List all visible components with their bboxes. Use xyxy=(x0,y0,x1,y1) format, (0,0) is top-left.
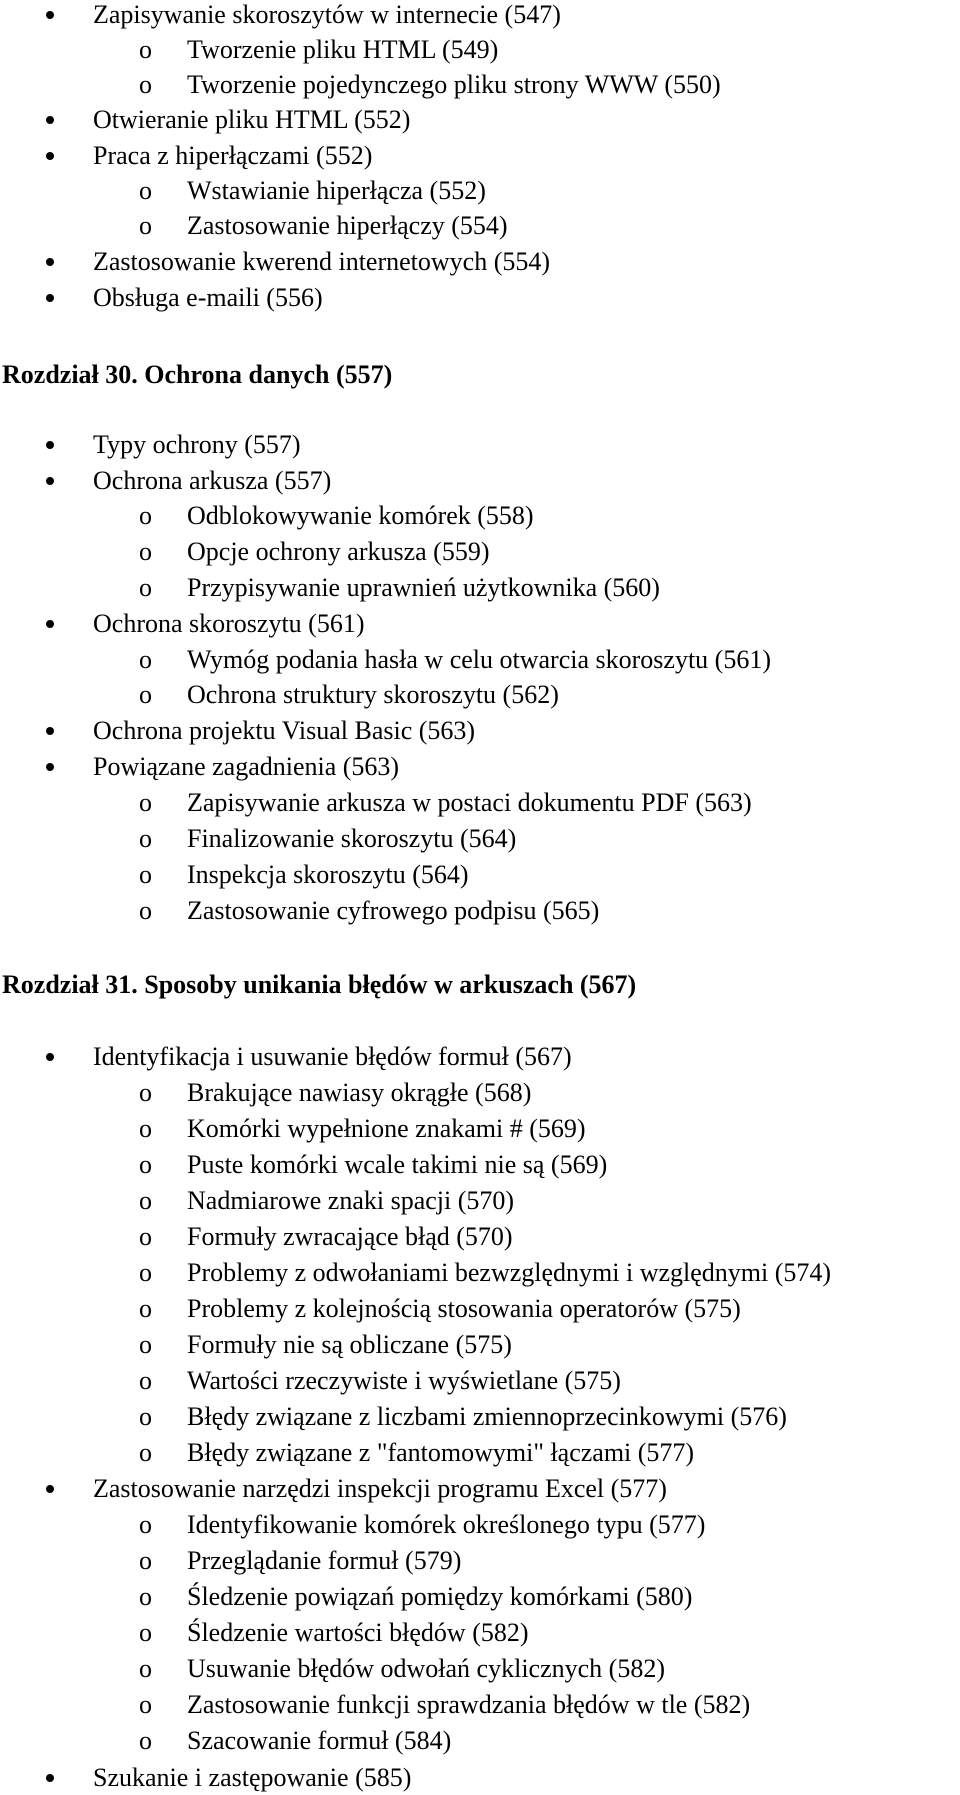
toc-subitem: Szacowanie formuł (584) xyxy=(187,1726,452,1755)
toc-subitem: Inspekcja skoroszytu (564) xyxy=(187,860,469,889)
sub-bullet: o xyxy=(139,35,152,64)
bullet-dot xyxy=(46,1485,54,1493)
bullet-dot xyxy=(46,152,54,160)
bullet-dot xyxy=(46,294,54,302)
bullet-dot xyxy=(46,11,54,19)
sub-bullet: o xyxy=(139,824,152,853)
sub-bullet: o xyxy=(139,1726,152,1755)
toc-subitem: Puste komórki wcale takimi nie są (569) xyxy=(187,1150,608,1179)
sub-bullet: o xyxy=(139,1618,152,1647)
sub-bullet: o xyxy=(139,537,152,566)
toc-subitem: Śledzenie powiązań pomiędzy komórkami (580) xyxy=(187,1582,693,1611)
toc-item: Powiązane zagadnienia (563) xyxy=(93,752,400,781)
sub-bullet: o xyxy=(139,1654,152,1683)
sub-bullet: o xyxy=(139,1258,152,1287)
toc-subitem: Wstawianie hiperłącza (552) xyxy=(187,176,486,205)
toc-subitem: Przeglądanie formuł (579) xyxy=(187,1546,462,1575)
bullet-dot xyxy=(46,620,54,628)
bullet-dot xyxy=(46,763,54,771)
toc-item: Praca z hiperłączami (552) xyxy=(93,141,373,170)
sub-bullet: o xyxy=(139,573,152,602)
toc-subitem: Nadmiarowe znaki spacji (570) xyxy=(187,1186,515,1215)
sub-bullet: o xyxy=(139,680,152,709)
sub-bullet: o xyxy=(139,1222,152,1251)
sub-bullet: o xyxy=(139,788,152,817)
toc-item: Zapisywanie skoroszytów w internecie (547) xyxy=(93,0,561,29)
toc-subitem: Finalizowanie skoroszytu (564) xyxy=(187,824,517,853)
toc-subitem: Wartości rzeczywiste i wyświetlane (575) xyxy=(187,1366,621,1395)
toc-subitem: Tworzenie pliku HTML (549) xyxy=(187,35,499,64)
toc-subitem: Zastosowanie hiperłączy (554) xyxy=(187,211,508,240)
toc-subitem: Ochrona struktury skoroszytu (562) xyxy=(187,680,559,709)
toc-subitem: Problemy z odwołaniami bezwzględnymi i względnymi (574) xyxy=(187,1258,832,1287)
toc-subitem: Komórki wypełnione znakami # (569) xyxy=(187,1114,586,1143)
sub-bullet: o xyxy=(139,896,152,925)
sub-bullet: o xyxy=(139,860,152,889)
toc-item: Ochrona skoroszytu (561) xyxy=(93,609,365,638)
toc-item: Zastosowanie narzędzi inspekcji programu Excel (577) xyxy=(93,1474,667,1503)
toc-item: Szukanie i zastępowanie (585) xyxy=(93,1763,412,1792)
sub-bullet: o xyxy=(139,1078,152,1107)
chapter-heading: Rozdział 31. Sposoby unikania błędów w arkuszach (567) xyxy=(2,970,637,999)
toc-subitem: Śledzenie wartości błędów (582) xyxy=(187,1618,529,1647)
toc-subitem: Brakujące nawiasy okrągłe (568) xyxy=(187,1078,532,1107)
toc-subitem: Błędy związane z "fantomowymi" łączami (577) xyxy=(187,1438,695,1467)
sub-bullet: o xyxy=(139,176,152,205)
toc-item: Obsługa e-maili (556) xyxy=(93,283,323,312)
toc-item: Ochrona projektu Visual Basic (563) xyxy=(93,716,476,745)
toc-item: Zastosowanie kwerend internetowych (554) xyxy=(93,247,551,276)
sub-bullet: o xyxy=(139,1366,152,1395)
sub-bullet: o xyxy=(139,1582,152,1611)
toc-subitem: Odblokowywanie komórek (558) xyxy=(187,501,534,530)
toc-subitem: Usuwanie błędów odwołań cyklicznych (582) xyxy=(187,1654,665,1683)
toc-item: Identyfikacja i usuwanie błędów formuł (567) xyxy=(93,1042,572,1071)
bullet-dot xyxy=(46,1774,54,1782)
sub-bullet: o xyxy=(139,1186,152,1215)
toc-subitem: Problemy z kolejnością stosowania operatorów (575) xyxy=(187,1294,741,1323)
toc-subitem: Formuły zwracające błąd (570) xyxy=(187,1222,513,1251)
bullet-dot xyxy=(46,1053,54,1061)
sub-bullet: o xyxy=(139,1546,152,1575)
bullet-dot xyxy=(46,116,54,124)
toc-subitem: Identyfikowanie komórek określonego typu (577) xyxy=(187,1510,706,1539)
toc-subitem: Zapisywanie arkusza w postaci dokumentu PDF (563) xyxy=(187,788,752,817)
sub-bullet: o xyxy=(139,70,152,99)
sub-bullet: o xyxy=(139,1690,152,1719)
sub-bullet: o xyxy=(139,1294,152,1323)
toc-subitem: Przypisywanie uprawnień użytkownika (560) xyxy=(187,573,660,602)
toc-item: Ochrona arkusza (557) xyxy=(93,466,332,495)
sub-bullet: o xyxy=(139,1114,152,1143)
bullet-dot xyxy=(46,441,54,449)
bullet-dot xyxy=(46,258,54,266)
sub-bullet: o xyxy=(139,1330,152,1359)
sub-bullet: o xyxy=(139,501,152,530)
sub-bullet: o xyxy=(139,1402,152,1431)
toc-subitem: Formuły nie są obliczane (575) xyxy=(187,1330,512,1359)
toc-subitem: Błędy związane z liczbami zmiennoprzecinkowymi (576) xyxy=(187,1402,787,1431)
toc-item: Typy ochrony (557) xyxy=(93,430,301,459)
sub-bullet: o xyxy=(139,211,152,240)
toc-item: Otwieranie pliku HTML (552) xyxy=(93,105,411,134)
sub-bullet: o xyxy=(139,1438,152,1467)
sub-bullet: o xyxy=(139,645,152,674)
toc-subitem: Tworzenie pojedynczego pliku strony WWW (550) xyxy=(187,70,721,99)
toc-subitem: Zastosowanie cyfrowego podpisu (565) xyxy=(187,896,600,925)
chapter-heading: Rozdział 30. Ochrona danych (557) xyxy=(2,360,393,389)
sub-bullet: o xyxy=(139,1150,152,1179)
bullet-dot xyxy=(46,477,54,485)
toc-subitem: Zastosowanie funkcji sprawdzania błędów w tle (582) xyxy=(187,1690,751,1719)
sub-bullet: o xyxy=(139,1510,152,1539)
toc-subitem: Opcje ochrony arkusza (559) xyxy=(187,537,490,566)
bullet-dot xyxy=(46,727,54,735)
toc-subitem: Wymóg podania hasła w celu otwarcia skoroszytu (561) xyxy=(187,645,771,674)
